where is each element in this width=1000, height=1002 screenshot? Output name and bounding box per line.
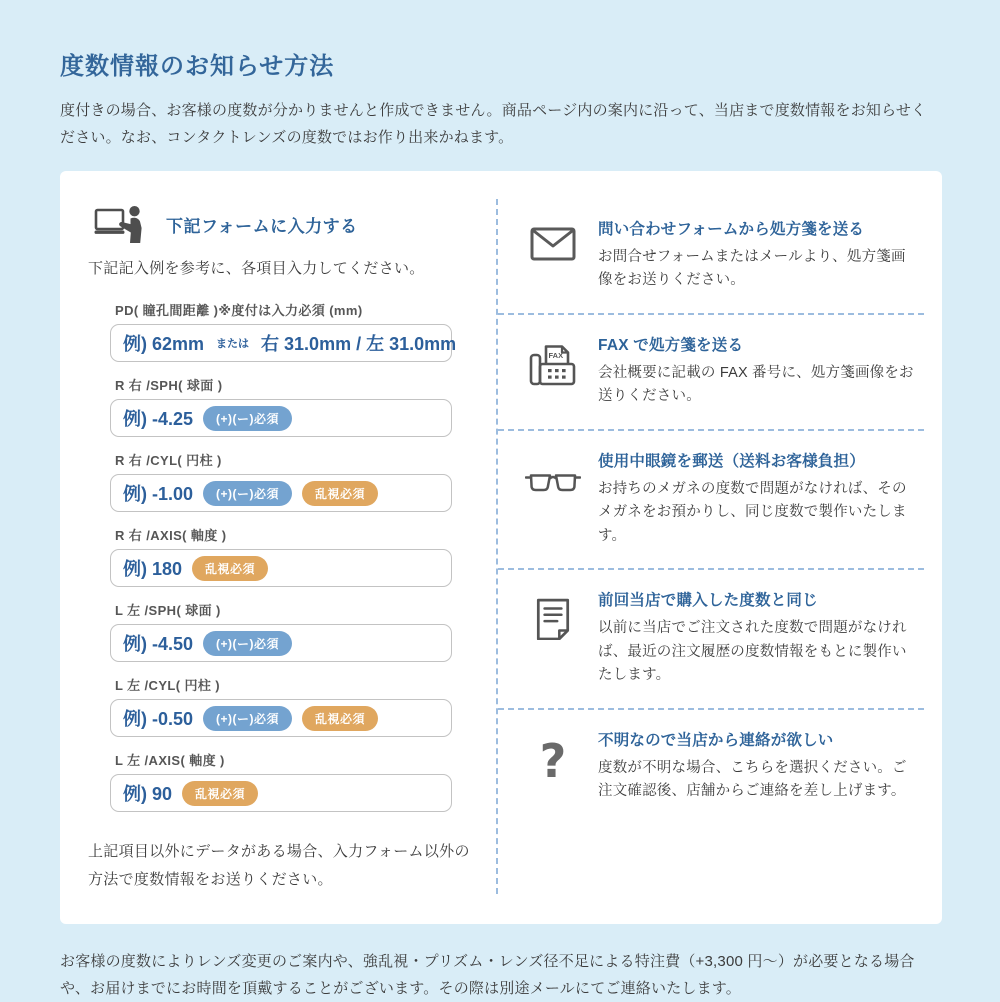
astigmatism-required-badge: 乱視必須 (302, 706, 378, 731)
method-title: 使用中眼鏡を郵送（送料お客様負担） (598, 452, 865, 470)
method-title: 問い合わせフォームから処方箋を送る (598, 221, 865, 238)
field-label-pd: PD( 瞳孔間距離 )※度付は入力必須 (mm) (115, 303, 363, 318)
intro-paragraph: 度付きの場合、お客様の度数が分かりませんと作成できません。商品ページ内の案内に沿って、当店まで度数情報をお知らせください。なお、コンタクトレンズの度数ではお作り出来かねます。 (60, 102, 927, 146)
field-label-l-sph: L 左 /SPH( 球面 ) (115, 603, 221, 618)
form-section-header (94, 205, 478, 243)
plus-minus-required-badge: (+)(ー)必須 (203, 706, 292, 731)
astigmatism-required-badge: 乱視必須 (182, 781, 258, 806)
method-mail-glasses (498, 431, 924, 570)
footer-note: お客様の度数によりレンズ変更のご案内や、強乱視・プリズム・レンズ径不足による特注費（+3,300 円～）が必要となる場合や、お届けまでにお時間を頂戴することがございます。その際は別途メールにてご連絡いたします。 (60, 952, 915, 997)
method-contact-form (498, 199, 924, 315)
presenter-icon (94, 205, 146, 243)
fax-icon-label: FAX (548, 350, 564, 360)
field-box-r-sph (110, 399, 452, 437)
form-fields (110, 300, 457, 812)
glasses-icon (524, 449, 582, 548)
field-box-pd (110, 324, 457, 362)
field-box-l-axis (110, 774, 452, 812)
field-label-r-sph: R 右 /SPH( 球面 ) (115, 378, 223, 393)
field-label-l-axis: L 左 /AXIS( 軸度 ) (115, 753, 225, 768)
field-value-l-sph: 例) -4.50 (123, 634, 194, 654)
field-value-r-sph: 例) -4.25 (123, 409, 194, 429)
field-box-r-cyl (110, 474, 452, 512)
field-value-r-cyl: 例) -1.00 (123, 484, 194, 504)
form-section (60, 199, 496, 894)
field-box-l-sph (110, 624, 452, 662)
method-title: 前回当店で購入した度数と同じ (598, 592, 818, 610)
field-label-l-cyl: L 左 /CYL( 円柱 ) (115, 678, 221, 693)
fax-icon (524, 333, 582, 409)
method-body: 以前に当店でご注文された度数で問題がなければ、最近の注文履歴の度数情報をもとに製作いたします。 (598, 620, 907, 684)
method-fax (498, 315, 924, 431)
method-title: FAX で処方箋を送る (598, 336, 744, 354)
mail-icon (524, 217, 582, 293)
method-body: 度数が不明な場合、こちらを選択ください。ご注文確認後、店舗からご連絡を差し上げます。 (598, 759, 907, 800)
field-label-r-axis: R 右 /AXIS( 軸度 ) (115, 528, 227, 543)
field-value-pd-or: または (216, 338, 250, 350)
methods-section (496, 199, 942, 894)
field-box-r-axis (110, 549, 452, 587)
plus-minus-required-badge: (+)(ー)必須 (203, 481, 292, 506)
field-box-l-cyl (110, 699, 452, 737)
astigmatism-required-badge: 乱視必須 (302, 481, 378, 506)
plus-minus-required-badge: (+)(ー)必須 (203, 631, 292, 656)
field-value-pd-alt: 右 31.0mm / 左 31.0mm (261, 334, 457, 354)
method-body: お持ちのメガネの度数で問題がなければ、そのメガネをお預かりし、同じ度数で製作いたします。 (598, 480, 907, 544)
info-card (60, 171, 942, 924)
method-body: お問合せフォームまたはメールより、処方箋画像をお送りください。 (598, 249, 906, 289)
method-previous-order (498, 570, 924, 709)
field-value-l-cyl: 例) -0.50 (123, 709, 194, 729)
document-icon (524, 588, 582, 687)
field-label-r-cyl: R 右 /CYL( 円柱 ) (115, 453, 222, 468)
method-title: 不明なので当店から連絡が欲しい (598, 731, 834, 749)
field-value-pd: 例) 62mm (123, 334, 205, 354)
astigmatism-required-badge: 乱視必須 (192, 556, 268, 581)
plus-minus-required-badge: (+)(ー)必須 (203, 406, 292, 431)
field-value-l-axis: 例) 90 (123, 784, 173, 804)
form-section-title: 下記フォームに入力する (166, 216, 358, 236)
page-title: 度数情報のお知らせ方法 (60, 53, 335, 80)
question-icon: ? (539, 733, 567, 788)
form-note: 上記項目以外にデータがある場合、入力フォーム以外の方法で度数情報をお送りください。 (88, 843, 470, 888)
method-unknown-contact (498, 710, 924, 824)
method-body: 会社概要に記載の FAX 番号に、処方箋画像をお送りください。 (598, 364, 914, 405)
field-value-r-axis: 例) 180 (123, 559, 183, 579)
form-instruction: 下記記入例を参考に、各項目入力してください。 (88, 260, 425, 277)
